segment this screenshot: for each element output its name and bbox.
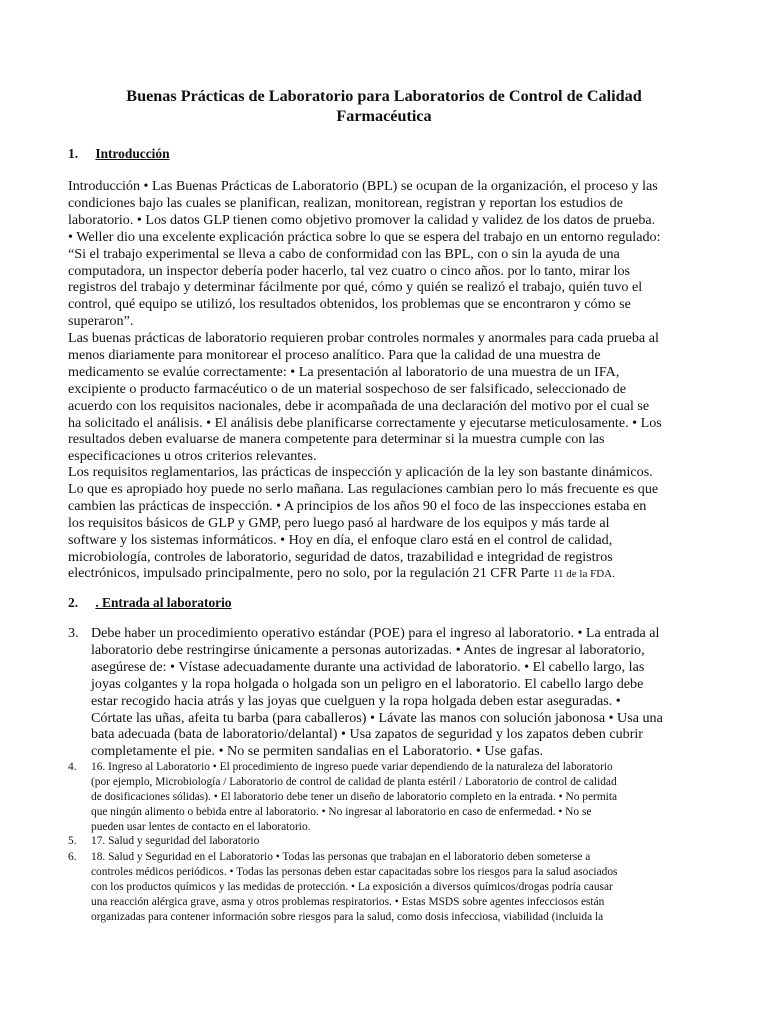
text-line: con los productos químicos y las medidas de protección. • La exposición a diversos químicos/drogas podría causar <box>91 881 613 894</box>
list-item-number: 5. <box>68 835 77 847</box>
title-line-1: Buenas Prácticas de Laboratorio para Laboratorios de Control de Calidad <box>126 87 642 105</box>
list-item-number: 4. <box>68 761 77 773</box>
list-item-number: 6. <box>68 851 77 863</box>
text-line: software y los sistemas informáticos. • Hoy en día, el enfoque claro está en el control de calidad, <box>68 531 613 548</box>
section-2-title: . Entrada al laboratorio <box>95 595 232 610</box>
section-2-heading <box>68 595 232 611</box>
text-line: una reacción alérgica grave, asma y otros problemas respiratorios. • Estas MSDS sobre agentes infecciosos están <box>91 896 605 909</box>
text-line: Córtate las uñas, afeita tu barba (para caballeros) • Lávate las manos con solución jabonosa • Usa una <box>91 709 663 726</box>
intro-paragraph-3 <box>68 464 728 583</box>
text-line: laboratorio debe restringirse únicamente a personas autorizadas. • Antes de ingresar al laboratorio, <box>91 641 645 658</box>
title-line-2: Farmacéutica <box>336 107 432 125</box>
text-line: 17. Salud y seguridad del laboratorio <box>91 835 260 847</box>
text-line: organizadas para contener información sobre riesgos para la salud, como dosis infecciosa, viabilidad (incluida la <box>91 911 604 924</box>
text-line: condiciones bajo las cuales se planifican, realizan, monitorean, registran y reportan los estudios de <box>68 194 623 211</box>
text-line: pueden usar lentes de contacto en el laboratorio. <box>91 821 311 834</box>
intro-paragraph-1 <box>68 178 728 330</box>
text-line: registros del trabajo y determinar fácilmente por qué, cómo y quién se realizó el trabajo, quién tuvo el <box>68 279 643 296</box>
section-2-number: 2. <box>68 595 79 610</box>
section-1-heading <box>68 146 170 162</box>
section-1-title: Introducción <box>95 146 170 161</box>
text-line: • Weller dio una excelente explicación práctica sobre lo que se espera del trabajo en un entorno regulado: <box>68 228 661 245</box>
text-line: superaron”. <box>68 313 134 330</box>
text-line: bata adecuada (bata de laboratorio/delantal) • Usa zapatos de seguridad y los zapatos deben cubrir <box>91 726 644 743</box>
text-line: (por ejemplo, Microbiología / Laboratorio de control de calidad de planta estéril / Laboratorio de control de calidad <box>91 776 617 789</box>
text-line: excipiente o producto farmacéutico o de un material sospechoso de ser falsificado, seleccionado de <box>68 380 627 397</box>
section-1-number: 1. <box>68 146 79 161</box>
text-line: los requisitos básicos de GLP y GMP, pero luego pasó al hardware de los equipos y más tarde al <box>68 514 610 531</box>
text-line: Las buenas prácticas de laboratorio requieren probar controles normales y anormales para cada prueba al <box>68 330 659 346</box>
text-fragment: electrónicos, impulsado principalmente, pero no solo, por la regulación 21 CFR Parte <box>68 565 553 582</box>
text-line: Introducción • Las Buenas Prácticas de Laboratorio (BPL) se ocupan de la organización, el proceso y las <box>68 178 658 194</box>
text-line: Los requisitos reglamentarios, las prácticas de inspección y aplicación de la ley son bastante dinámicos. <box>68 464 653 480</box>
text-line: joyas colgantes y la ropa holgada o holgada son un peligro en el laboratorio. El cabello largo debe <box>91 675 644 692</box>
text-line <box>68 565 728 583</box>
text-line: controles médicos periódicos. • Todas las personas deben estar capacitadas sobre los riesgos para la salud asociados <box>91 866 618 879</box>
list-item-number: 3. <box>68 625 79 641</box>
text-line: laboratorio. • Los datos GLP tienen como objetivo promover la calidad y validez de los datos de prueba. <box>68 211 656 228</box>
text-line: completamente el pie. • No se permiten sandalias en el Laboratorio. • Use gafas. <box>91 743 544 760</box>
text-line: asegúrese de: • Vístase adecuadamente durante una actividad de laboratorio. • El cabello largo, las <box>91 658 645 675</box>
text-line: ha solicitado el análisis. • El análisis debe planificarse correctamente y ejecutarse meticulosamente. • Los <box>68 414 662 431</box>
text-line: resultados deben evaluarse de manera competente para determinar si la muestra cumple con las <box>68 431 605 448</box>
text-line: “Si el trabajo experimental se lleva a cabo de conformidad con las BPL, con o sin la ayuda de una <box>68 245 620 262</box>
text-line: Lo que es apropiado hoy puede no serlo mañana. Las regulaciones cambian pero lo más frecuente es que <box>68 480 659 497</box>
text-line: que ningún alimento o bebida entre al laboratorio. • No ingresar al laboratorio en caso de enfermedad. • No se <box>91 806 592 819</box>
text-line: de dosificaciones sólidas). • El laboratorio debe tener un diseño de laboratorio completo en la entrada. • No permita <box>91 791 618 804</box>
intro-paragraph-2 <box>68 330 728 465</box>
text-line: estar recogido hacia atrás y las joyas que cuelguen y la ropa holgada deben estar aseguradas. • <box>91 692 621 709</box>
text-line: menos diariamente para monitorear el proceso analítico. Para que la calidad de una muestra de <box>68 346 601 363</box>
text-line: cambien las prácticas de inspección. • A principios de los años 90 el foco de las inspecciones estaba en <box>68 497 647 514</box>
text-line: medicamento se evalúe correctamente: • La presentación al laboratorio de una muestra de un IFA, <box>68 363 620 380</box>
text-line: 18. Salud y Seguridad en el Laboratorio • Todas las personas que trabajan en el laboratorio deben someterse a <box>91 851 591 863</box>
document-title <box>60 86 708 126</box>
text-line: control, qué equipo se utilizó, los resultados obtenidos, los problemas que se encontraron y cómo se <box>68 296 631 313</box>
text-line: 16. Ingreso al Laboratorio • El procedimiento de ingreso puede variar dependiendo de la naturaleza del laboratorio <box>91 761 613 773</box>
text-line: computadora, un inspector debería poder hacerlo, tal vez cuatro o cinco años. por lo tanto, mirar los <box>68 262 630 279</box>
text-fragment-small: 11 de la FDA. <box>552 568 615 581</box>
text-line: acuerdo con los requisitos nacionales, debe ir acompañada de una declaración del motivo por el cual se <box>68 397 650 414</box>
text-line: microbiología, controles de laboratorio, seguridad de datos, trazabilidad e integridad de registros <box>68 548 613 565</box>
text-line: especificaciones u otros criterios relevantes. <box>68 448 317 465</box>
text-line: Debe haber un procedimiento operativo estándar (POE) para el ingreso al laboratorio. • La entrada al <box>91 625 660 641</box>
